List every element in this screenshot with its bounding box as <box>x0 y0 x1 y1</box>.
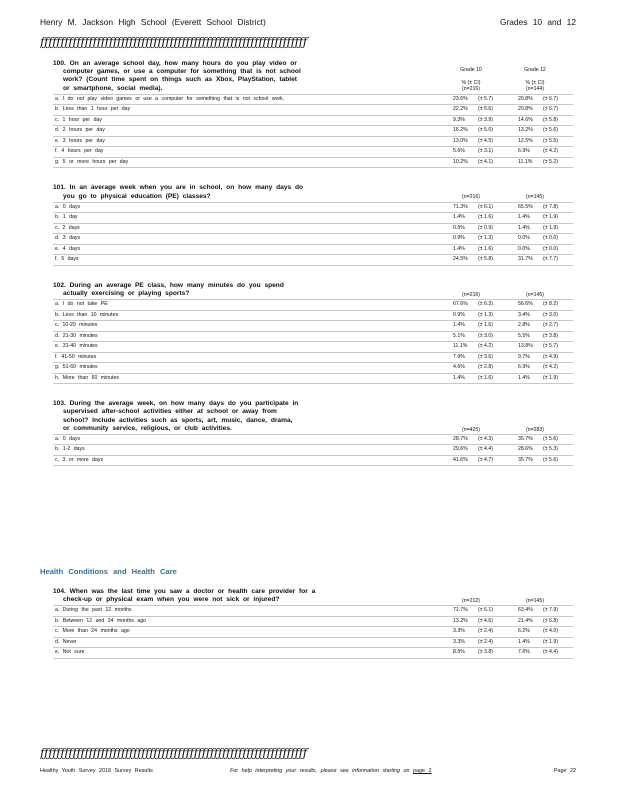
question-text <box>53 282 363 298</box>
column-header-line: (n=283) <box>525 426 545 433</box>
answer-row <box>53 434 573 445</box>
grade10-percent: 13.2% <box>453 617 468 624</box>
question-header <box>53 184 573 200</box>
grade10-percent: 9.3% <box>453 116 465 123</box>
grade12-percent: 56.6% <box>518 301 533 308</box>
grade12-ci: (± 5.6) <box>543 435 558 442</box>
answer-row <box>53 233 573 244</box>
answer-label: c. 2 days <box>55 224 80 231</box>
grade12-ci: (± 0.0) <box>543 245 558 252</box>
answer-table <box>53 434 573 467</box>
answer-label: g. 5 or more hours per day <box>55 158 129 165</box>
answer-row <box>53 310 573 321</box>
answer-label: a. I do not play video games or use a computer for something that is not school work. <box>55 95 285 102</box>
answer-row <box>53 362 573 373</box>
footer-survey: Healthy Youth Survey 2018 Survey Results <box>40 768 153 774</box>
answer-label: d. 2 hours per day <box>55 127 105 134</box>
grade12-percent: 35.7% <box>518 456 533 463</box>
grade10-ci: (± 0.9) <box>478 224 493 231</box>
grade12-percent: 5.5% <box>518 332 530 339</box>
grade12-header <box>515 598 555 604</box>
grade10-ci: (± 6.1) <box>478 607 493 614</box>
grade10-ci: (± 2.4) <box>478 628 493 635</box>
grade10-percent: 22.2% <box>453 106 468 113</box>
grade12-ci: (± 4.0) <box>543 628 558 635</box>
answer-label: f. 5 days <box>55 256 79 263</box>
answer-label: g. 51-60 minutes <box>55 364 98 371</box>
grade10-ci: (± 5.6) <box>478 106 493 113</box>
grade12-percent: 14.6% <box>518 116 533 123</box>
column-header-line: (n=145) <box>525 194 545 201</box>
grade12-percent: 1.4% <box>518 214 530 221</box>
grade12-percent: 6.9% <box>518 148 530 155</box>
answer-row <box>53 244 573 255</box>
answer-row <box>53 444 573 455</box>
grade12-percent: 6.9% <box>518 364 530 371</box>
grade10-percent: 1.4% <box>453 374 465 381</box>
column-header-line: (n=145) <box>525 291 545 298</box>
answer-table <box>53 94 573 169</box>
question-line: school? Include activities such as sports, art, music, dance, drama, <box>63 416 293 424</box>
ornament-top: ƒƒƒƒƒƒƒƒƒƒƒƒƒƒƒƒƒƒƒƒƒƒƒƒƒƒƒƒƒƒƒƒƒƒƒƒƒƒƒƒƒƒƒƒƒƒƒƒƒƒƒƒƒƒƒƒƒƒƒƒƒƒƒƒƒƒ <box>40 35 307 49</box>
grade12-header <box>515 67 555 93</box>
grade10-ci: (± 4.6) <box>478 617 493 624</box>
grade10-ci: (± 4.4) <box>478 446 493 453</box>
column-header-line: (n=425) <box>461 426 481 433</box>
grade10-ci: (± 1.3) <box>478 235 493 242</box>
column-header-line: (n=212) <box>461 598 481 604</box>
question-block <box>53 184 573 265</box>
question-line: computer games, or use a computer for something that is not school <box>63 68 301 76</box>
grade12-ci: (± 4.2) <box>543 364 558 371</box>
grade10-ci: (± 2.4) <box>478 638 493 645</box>
grade10-percent: 5.6% <box>453 148 465 155</box>
grade10-percent: 16.2% <box>453 127 468 134</box>
question-block <box>53 60 573 168</box>
grade10-percent: 5.1% <box>453 332 465 339</box>
grade12-percent: 20.8% <box>518 106 533 113</box>
answer-label: e. 3 hours per day <box>55 137 105 144</box>
grade12-ci: (± 5.3) <box>543 446 558 453</box>
grade12-ci: (± 4.4) <box>543 649 558 656</box>
grade12-ci: (± 7.7) <box>543 256 558 263</box>
questions-area <box>53 60 573 466</box>
grade10-percent: 8.5% <box>453 649 465 656</box>
question-block <box>53 400 573 466</box>
grade12-percent: 65.5% <box>518 203 533 210</box>
grade12-ci: (± 3.8) <box>543 332 558 339</box>
grade12-percent: 13.8% <box>518 343 533 350</box>
grade12-header <box>515 292 555 298</box>
grade12-percent: 63.4% <box>518 607 533 614</box>
page-footer <box>40 768 576 778</box>
answer-label: c. 3 or more days <box>55 456 104 463</box>
footer-help <box>230 768 432 774</box>
question-line: work? (Count time spent on things such as Xbox, PlayStation, tablet <box>63 76 297 84</box>
grade12-ci: (± 5.2) <box>543 158 558 165</box>
answer-label: h. More than 60 minutes <box>55 374 119 381</box>
grade12-ci: (± 7.8) <box>543 203 558 210</box>
answer-row <box>53 605 573 616</box>
answer-row <box>53 223 573 234</box>
answer-row <box>53 616 573 627</box>
grade10-header <box>451 292 491 298</box>
grade12-percent: 20.8% <box>518 95 533 102</box>
grade10-ci: (± 1.6) <box>478 322 493 329</box>
answer-row <box>53 647 573 659</box>
answer-label: b. Between 12 and 24 months ago <box>55 617 147 624</box>
question-line: check-up or physical exam when you were not sick or injured? <box>63 596 280 604</box>
grade10-header <box>451 67 491 93</box>
answer-row <box>53 637 573 648</box>
grade10-percent: 1.4% <box>453 214 465 221</box>
grade10-percent: 23.6% <box>453 95 468 102</box>
answer-row <box>53 254 573 266</box>
grade10-ci: (± 5.8) <box>478 256 493 263</box>
grade10-ci: (± 5.7) <box>478 95 493 102</box>
page-number: Page 22 <box>553 768 576 774</box>
grade10-ci: (± 1.6) <box>478 214 493 221</box>
grade10-header <box>451 598 491 604</box>
grade10-percent: 29.6% <box>453 446 468 453</box>
grade10-percent: 28.7% <box>453 435 468 442</box>
answer-label: a. During the past 12 months <box>55 607 132 614</box>
page-header <box>40 17 576 31</box>
question-line: 102. During an average PE class, how many minutes do you spend <box>53 281 284 289</box>
grade12-percent: 21.4% <box>518 617 533 624</box>
grade10-ci: (± 3.0) <box>478 332 493 339</box>
grade12-ci: (± 3.0) <box>543 311 558 318</box>
grade10-ci: (± 6.3) <box>478 301 493 308</box>
grade12-percent: 7.6% <box>518 649 530 656</box>
question-line: or smartphone, social media). <box>63 84 163 92</box>
answer-row <box>53 373 573 385</box>
grade10-percent: 7.9% <box>453 353 465 360</box>
grade12-percent: 2.8% <box>518 322 530 329</box>
answer-label: b. 1-2 days <box>55 446 85 453</box>
grade10-percent: 0.9% <box>453 311 465 318</box>
grade10-percent: 24.5% <box>453 256 468 263</box>
answer-label: a. 0 days <box>55 203 81 210</box>
grade10-percent: 67.6% <box>453 301 468 308</box>
answer-table <box>53 202 573 266</box>
question-text <box>53 60 363 93</box>
grade12-ci: (± 1.9) <box>543 224 558 231</box>
footer-help-text: For help interpreting your results, please see information starting on <box>230 768 410 774</box>
answer-row <box>53 212 573 223</box>
question-text <box>53 400 363 433</box>
grade12-percent: 3.4% <box>518 311 530 318</box>
question-block <box>53 282 573 384</box>
answer-label: d. Never <box>55 638 77 645</box>
question-line: supervised after-school activities either at school or away from <box>63 408 277 416</box>
answer-row <box>53 125 573 136</box>
grade10-ci: (± 4.1) <box>478 158 493 165</box>
question-header <box>53 400 573 433</box>
question-line: 101. In an average week when you are in school, on how many days do <box>53 184 304 192</box>
column-header-line: (n=216) <box>461 194 481 201</box>
grade10-percent: 13.0% <box>453 137 468 144</box>
question-header <box>53 282 573 298</box>
grade12-percent: 1.4% <box>518 374 530 381</box>
grade10-ci: (± 3.8) <box>478 649 493 656</box>
answer-row <box>53 455 573 467</box>
grade12-ci: (± 5.8) <box>543 116 558 123</box>
grade12-ci: (± 6.7) <box>543 95 558 102</box>
grade12-percent: 1.4% <box>518 638 530 645</box>
grade12-percent: 13.2% <box>518 127 533 134</box>
grade12-ci: (± 2.7) <box>543 322 558 329</box>
grade12-ci: (± 5.6) <box>543 127 558 134</box>
grade12-percent: 35.7% <box>518 435 533 442</box>
question-header <box>53 588 573 604</box>
grade12-ci: (± 7.9) <box>543 607 558 614</box>
grade10-ci: (± 1.3) <box>478 311 493 318</box>
answer-row <box>53 341 573 352</box>
grades-label: Grades 10 and 12 <box>499 17 576 27</box>
grade10-header <box>451 427 491 433</box>
column-header-line: Grade 12 <box>524 67 546 74</box>
column-header-line: Grade 10 <box>460 67 482 74</box>
question-text <box>53 184 363 200</box>
answer-row <box>53 146 573 157</box>
grade12-ci: (± 8.2) <box>543 301 558 308</box>
answer-row <box>53 320 573 331</box>
grade10-ci: (± 1.6) <box>478 374 493 381</box>
question-line: 100. On an average school day, how many hours do you play video or <box>53 60 297 67</box>
grade10-percent: 1.4% <box>453 322 465 329</box>
grade10-ci: (± 5.0) <box>478 127 493 134</box>
answer-label: e. 4 days <box>55 245 81 252</box>
questions-area-2 <box>53 588 573 659</box>
grade10-header <box>451 194 491 200</box>
grade12-ci: (± 0.0) <box>543 235 558 242</box>
grade10-percent: 71.7% <box>453 607 468 614</box>
grade10-ci: (± 4.3) <box>478 435 493 442</box>
grade12-percent: 0.0% <box>518 235 530 242</box>
question-line: or community service, religious, or club activities. <box>63 424 232 432</box>
grade10-ci: (± 1.6) <box>478 245 493 252</box>
grade10-ci: (± 3.9) <box>478 116 493 123</box>
answer-label: e. 31-40 minutes <box>55 343 98 350</box>
answer-table <box>53 605 573 659</box>
footer-page-link[interactable]: page 2 <box>413 768 432 774</box>
grade12-percent: 9.7% <box>518 353 530 360</box>
grade10-ci: (± 3.1) <box>478 148 493 155</box>
school-name: Henry M. Jackson High School (Everett School District) <box>40 17 266 27</box>
answer-row <box>53 94 573 105</box>
grade10-percent: 0.9% <box>453 235 465 242</box>
grade10-ci: (± 3.6) <box>478 353 493 360</box>
grade10-percent: 41.6% <box>453 456 468 463</box>
answer-label: d. 21-30 minutes <box>55 332 98 339</box>
grade10-percent: 11.1% <box>453 343 468 350</box>
grade10-ci: (± 6.1) <box>478 203 493 210</box>
question-line: 103. During the average week, on how many days do you participate in <box>53 400 299 408</box>
answer-row <box>53 136 573 147</box>
section-title: Health Conditions and Health Care <box>40 567 177 576</box>
question-header <box>53 60 573 93</box>
column-header-line: % (± CI) <box>461 79 481 86</box>
grade10-percent: 71.3% <box>453 203 468 210</box>
answer-table <box>53 299 573 384</box>
grade10-percent: 1.4% <box>453 245 465 252</box>
grade12-ci: (± 6.8) <box>543 617 558 624</box>
answer-row <box>53 331 573 342</box>
grade12-ci: (± 1.9) <box>543 374 558 381</box>
answer-row <box>53 115 573 126</box>
grade10-percent: 3.3% <box>453 628 465 635</box>
answer-label: e. Not sure <box>55 649 85 656</box>
question-line: 104. When was the last time you saw a doctor or health care provider for a <box>53 588 316 595</box>
grade12-ci: (± 5.6) <box>543 456 558 463</box>
answer-row <box>53 299 573 310</box>
question-block <box>53 588 573 659</box>
answer-label: a. 0 days <box>55 435 81 442</box>
grade10-percent: 0.5% <box>453 224 465 231</box>
grade10-ci: (± 4.5) <box>478 137 493 144</box>
grade10-percent: 3.3% <box>453 638 465 645</box>
grade12-percent: 0.0% <box>518 245 530 252</box>
answer-label: b. Less than 10 minutes <box>55 311 119 318</box>
answer-row <box>53 202 573 213</box>
answer-row <box>53 626 573 637</box>
answer-row <box>53 352 573 363</box>
grade12-ci: (± 1.9) <box>543 214 558 221</box>
answer-label: c. 1 hour per day <box>55 116 102 123</box>
answer-label: b. 1 day <box>55 214 78 221</box>
column-header-line: (n=145) <box>525 598 545 604</box>
answer-row <box>53 104 573 115</box>
answer-row <box>53 157 573 169</box>
ornament-bottom: ƒƒƒƒƒƒƒƒƒƒƒƒƒƒƒƒƒƒƒƒƒƒƒƒƒƒƒƒƒƒƒƒƒƒƒƒƒƒƒƒƒƒƒƒƒƒƒƒƒƒƒƒƒƒƒƒƒƒƒƒƒƒƒƒƒƒ <box>40 746 307 760</box>
grade10-percent: 10.2% <box>453 158 468 165</box>
answer-label: f. 4 hours per day <box>55 148 104 155</box>
answer-label: a. I do not take PE <box>55 301 108 308</box>
answer-label: c. 10-20 minutes <box>55 322 98 329</box>
grade12-percent: 6.2% <box>518 628 530 635</box>
grade12-ci: (± 4.9) <box>543 353 558 360</box>
grade10-ci: (± 2.8) <box>478 364 493 371</box>
grade12-ci: (± 1.9) <box>543 638 558 645</box>
grade12-ci: (± 5.7) <box>543 343 558 350</box>
grade10-percent: 4.6% <box>453 364 465 371</box>
grade12-ci: (± 5.5) <box>543 137 558 144</box>
grade12-percent: 28.6% <box>518 446 533 453</box>
answer-label: c. More than 24 months ago <box>55 628 130 635</box>
question-line: you go to physical education (PE) classes? <box>63 192 211 200</box>
grade12-percent: 12.5% <box>518 137 533 144</box>
grade12-percent: 11.1% <box>518 158 533 165</box>
grade12-header <box>515 194 555 200</box>
grade12-percent: 1.4% <box>518 224 530 231</box>
grade12-header <box>515 427 555 433</box>
column-header-line: (n=216) <box>461 291 481 298</box>
column-header-line: (n=144) <box>525 86 545 93</box>
grade12-ci: (± 4.2) <box>543 148 558 155</box>
column-header-line: (n=216) <box>461 86 481 93</box>
question-text <box>53 588 363 604</box>
grade12-percent: 31.7% <box>518 256 533 263</box>
question-line: actually exercising or playing sports? <box>63 289 190 297</box>
answer-label: d. 3 days <box>55 235 81 242</box>
answer-label: f. 41-50 minutes <box>55 353 97 360</box>
grade12-ci: (± 6.7) <box>543 106 558 113</box>
grade10-ci: (± 4.7) <box>478 456 493 463</box>
grade10-ci: (± 4.2) <box>478 343 493 350</box>
column-header-line: % (± CI) <box>525 79 545 86</box>
answer-label: b. Less than 1 hour per day <box>55 106 131 113</box>
